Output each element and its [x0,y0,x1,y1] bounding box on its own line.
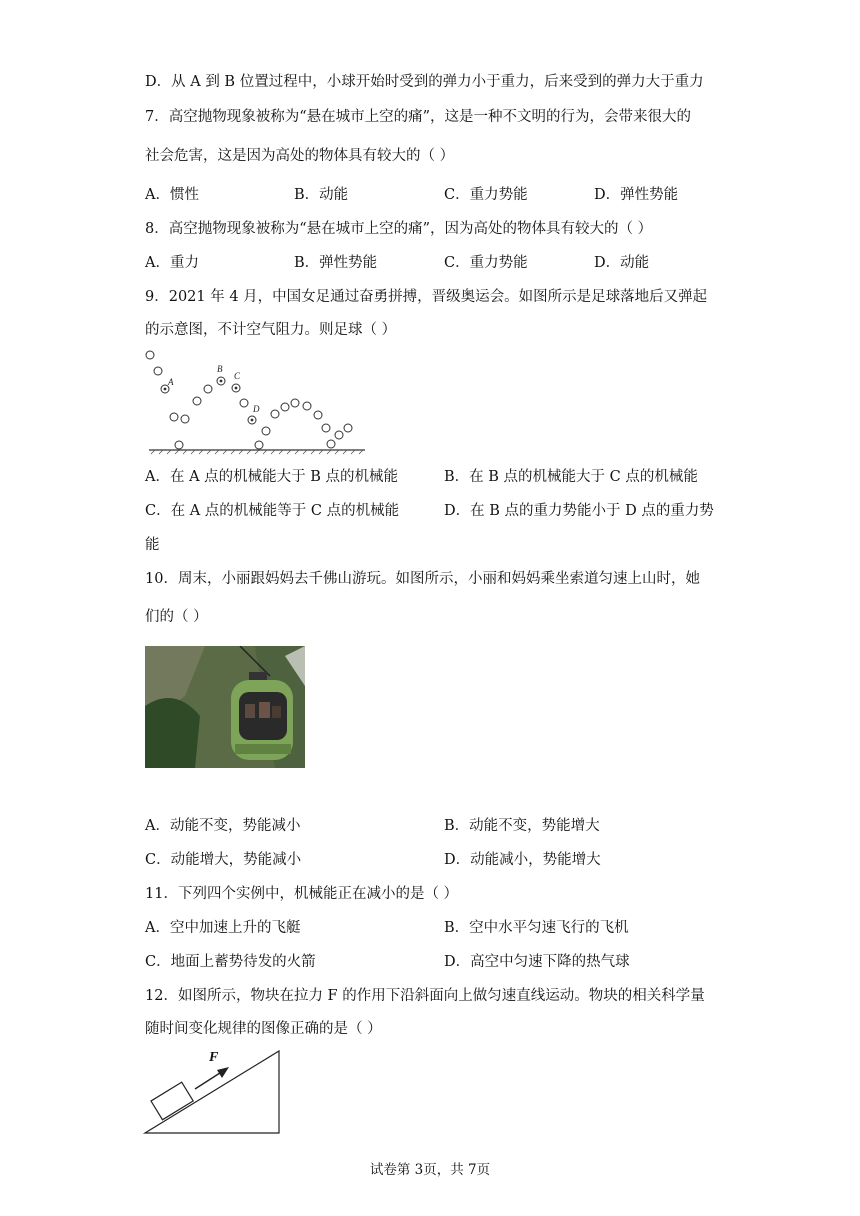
q7-option-d: D．弹性势能 [594,187,679,203]
q10-stem-line2: 们的（ ） [145,609,208,625]
q12-stem-line2: 随时间变化规律的图像正确的是（ ） [145,1021,382,1037]
q8-stem-line1: 8．高空抛物现象被称为“悬在城市上空的痛”，因为高处的物体具有较大的（ ） [145,221,653,237]
q7-stem-line2: 社会危害，这是因为高处的物体具有较大的（ ） [145,148,455,164]
q10-option-d: D．动能减小，势能增大 [444,852,601,868]
q10-option-b: B．动能不变，势能增大 [444,818,600,834]
q10-stem-line1: 10．周末，小丽跟妈妈去千佛山游玩。如图所示，小丽和妈妈乘坐索道匀速上山时，她 [145,571,700,587]
q11-option-d: D．高空中匀速下降的热气球 [444,954,630,970]
q9-option-d: D．在 B 点的重力势能小于 D 点的重力势 [444,503,714,519]
q7-option-c: C．重力势能 [444,187,528,203]
q7-stem-line1: 7．高空抛物现象被称为“悬在城市上空的痛”，这是一种不文明的行为，会带来很大的 [145,109,692,125]
cable-car-photo [145,646,305,768]
q10-option-c: C．动能增大，势能减小 [145,852,302,868]
q6-option-d: D．从 A 到 B 位置过程中，小球开始时受到的弹力小于重力，后来受到的弹力大于重力 [145,74,704,90]
q11-stem-line1: 11．下列四个实例中，机械能正在减小的是（ ） [145,886,459,902]
q9-option-d-wrap: 能 [145,537,160,553]
figure-label-c: C [234,371,241,381]
q8-option-a: A．重力 [145,255,199,271]
q11-option-b: B．空中水平匀速飞行的飞机 [444,920,629,936]
q9-option-b: B．在 B 点的机械能大于 C 点的机械能 [444,469,698,485]
q9-option-c: C．在 A 点的机械能等于 C 点的机械能 [145,503,400,519]
page-footer: 试卷第 3页，共 7页 [369,1162,491,1178]
figure-label-a: A [168,377,174,387]
q8-option-d: D．动能 [594,255,650,271]
q11-option-a: A．空中加速上升的飞艇 [145,920,301,936]
q7-option-b: B．动能 [294,187,349,203]
q8-option-b: B．弹性势能 [294,255,378,271]
force-label-f: F [209,1050,219,1065]
q12-stem-line1: 12．如图所示，物块在拉力 F 的作用下沿斜面向上做匀速直线运动。物块的相关科学量 [145,988,705,1004]
q9-stem-line1: 9．2021 年 4 月，中国女足通过奋勇拼搏，晋级奥运会。如图所示是足球落地后又弹起 [145,289,708,305]
bouncing-ball-figure [145,346,375,456]
figure-label-d: D [253,404,260,414]
incline-block-figure [143,1045,288,1137]
q8-option-c: C．重力势能 [444,255,528,271]
q11-option-c: C．地面上蓄势待发的火箭 [145,954,316,970]
figure-label-b: B [217,364,223,374]
q7-option-a: A．惯性 [145,187,199,203]
q10-option-a: A．动能不变，势能减小 [145,818,301,834]
q9-stem-line2: 的示意图，不计空气阻力。则足球（ ） [145,322,397,338]
q9-option-a: A．在 A 点的机械能大于 B 点的机械能 [145,469,399,485]
